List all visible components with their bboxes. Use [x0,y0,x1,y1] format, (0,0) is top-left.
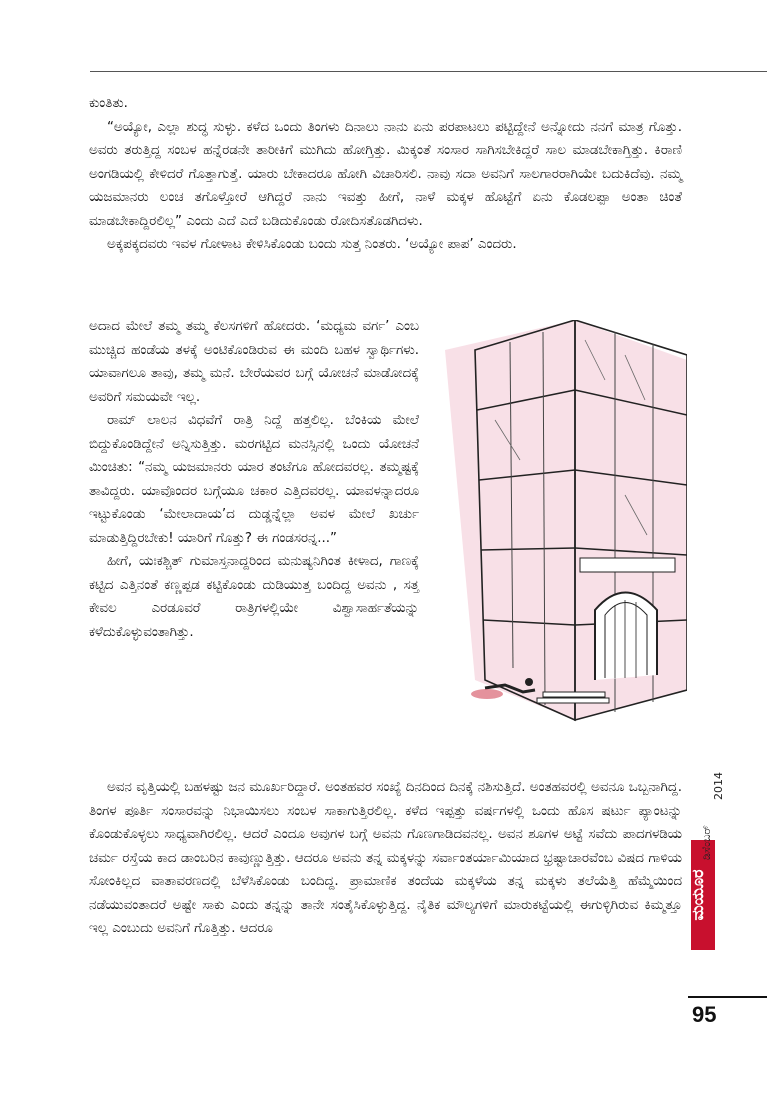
paragraph: ಅದಾದ ಮೇಲೆ ತಮ್ಮ ತಮ್ಮ ಕೆಲಸಗಳಿಗೆ ಹೋದರು. ‘ಮಧ್ಯಮ ವರ್ಗ’ ಎಂಬ ಮುಚ್ಚಿದ ಹಂಡೆಯ ತಳಕ್ಕೆ ಅಂಟಿಕೊಂಡಿರುವ ಈ ಮಂದಿ ಬಹಳ ಸ್ವಾರ್ಥಿಗಳು. ಯಾವಾಗಲೂ ತಾವು, ತಮ್ಮ ಮನೆ. ಬೇರೆಯವರ ಬಗ್ಗೆ ಯೋಚನೆ ಮಾಡೋದಕ್ಕೆ ಅವರಿಗೆ ಸಮಯವೇ ಇಲ್ಲ. [89,319,419,405]
paragraph: “ಅಯ್ಯೋ, ಎಲ್ಲಾ ಶುದ್ಧ ಸುಳ್ಳು. ಕಳೆದ ಒಂದು ತಿಂಗಳು ದಿನಾಲು ನಾನು ಏನು ಪರಪಾಟಲು ಪಟ್ಟಿದ್ದೇನೆ ಅನ್ನೋದು ನನಗೆ ಮಾತ್ರ ಗೊತ್ತು. ಅವರು ತರುತ್ತಿದ್ದ ಸಂಬಳ ಹನ್ನೆರಡನೇ ತಾರೀಕಿಗೆ ಮುಗಿದು ಹೋಗ್ತಿತ್ತು. ಮಿಕ್ಕಂತೆ ಸಂಸಾರ ಸಾಗಿಸಬೇಕಿದ್ದರೆ ಸಾಲ ಮಾಡಬೇಕಾಗ್ತಿತ್ತು. ಕಿರಾಣಿ ಅಂಗಡಿಯಲ್ಲಿ ಕೇಳಿದರೆ ಗೊತ್ತಾಗುತ್ತೆ. ಯಾರು ಬೇಕಾದರೂ ಹೋಗಿ ವಿಚಾರಿಸಲಿ. ನಾವು ಸದಾ ಅವನಿಗೆ ಸಾಲಗಾರರಾಗಿಯೇ ಬದುಕಿದೆವು. ನಮ್ಮ ಯಜಮಾನರು ಲಂಚ ತಗೊಳ್ತೋರೆ ಆಗಿದ್ದರೆ ನಾನು ಇವತ್ತು ಹೀಗೆ, ನಾಳೆ ಮಕ್ಕಳ ಹೊಟ್ಟೆಗೆ ಏನು ಕೊಡಲಪ್ಪಾ ಅಂತಾ ಚಿಂತೆ ಮಾಡಬೇಕಾದ್ದಿರಲಿಲ್ಲ” ಎಂದು ಎದೆ ಎದೆ ಬಡಿದುಕೊಂಡು ರೋದಿಸತೊಡಗಿದಳು. [89,119,682,229]
article-text-bottom [89,776,682,941]
footer-rule [688,996,767,998]
header-rule [90,71,767,72]
magazine-name: ಮಯೂರ [688,869,707,921]
paragraph: ಹೀಗೆ, ಯಃಕಶ್ಚಿತ್ ಗುಮಾಸ್ತನಾದ್ದರಿಂದ ಮನುಷ್ಯನಿಗಿಂತ ಕೀಳಾದ, ಗಾಣಕ್ಕೆ ಕಟ್ಟಿದ ಎತ್ತಿನಂತೆ ಕಣ್ಣಪ್ಪಡ ಕಟ್ಟಿಕೊಂಡು ದುಡಿಯುತ್ತ ಬಂದಿದ್ದ ಅವನು , ಸತ್ತ ಕೇವಲ ಎರಡೂವರೆ ರಾತ್ರಿಗಳಲ್ಲಿಯೇ ವಿಶ್ವಾಸಾರ್ಹತೆಯನ್ನು ಕಳೆದುಕೊಳ್ಳುವಂತಾಗಿತ್ತು. [89,554,419,640]
paragraph: ಅಕ್ಕಪಕ್ಕದವರು ಇವಳ ಗೋಳಾಟ ಕೇಳಿಸಿಕೊಂಡು ಬಂದು ಸುತ್ತ ನಿಂತರು. ‘ಅಯ್ಯೋ ಪಾಪ’ ಎಂದರು. [107,237,517,252]
magazine-logo [688,780,718,950]
page-number: 95 [692,1002,717,1027]
paragraph: ರಾಮ್ ಲಾಲನ ವಿಧವೆಗೆ ರಾತ್ರಿ ನಿದ್ದೆ ಹತ್ತಲಿಲ್ಲ. ಬೆಂಕಿಯ ಮೇಲೆ ಬಿದ್ದುಕೊಂಡಿದ್ದೇನೆ ಅನ್ನಿಸುತ್ತಿತ್ತು. ಮರಗಟ್ಟಿದ ಮನಸ್ಸಿನಲ್ಲಿ ಒಂದು ಯೋಚನೆ ಮಿಂಚಿತು: “ನಮ್ಮ ಯಜಮಾನರು ಯಾರ ತಂಟೆಗೂ ಹೋದವರಲ್ಲ. ತಮ್ಮಷ್ಟಕ್ಕೆ ತಾವಿದ್ದರು. ಯಾವೊಂದರ ಬಗ್ಗೆಯೂ ಚಕಾರ ಎತ್ತಿದವರಲ್ಲ. ಯಾವಳನ್ನಾದರೂ ಇಟ್ಟುಕೊಂಡು ‘ಮೇಲಾದಾಯ’ದ ದುಡ್ಡನ್ನೆಲ್ಲಾ ಅವಳ ಮೇಲೆ ಖರ್ಚು ಮಾಡುತ್ತಿದ್ದಿರಬೇಕು! ಯಾರಿಗೆ ಗೊತ್ತು? ಈ ಗಂಡಸರನ್ನ...” [89,413,419,546]
issue-year: 2014 [712,772,725,800]
paragraph: ಕುಂತಿತು. [89,96,128,111]
article-text-top [89,92,682,257]
building-illustration [425,320,687,760]
article-text-side [89,315,419,644]
issue-month: ಡಿಸೆಂಬರ್ [700,825,713,860]
paragraph: ಅವನ ವೃತ್ತಿಯಲ್ಲಿ ಬಹಳಷ್ಟು ಜನ ಮೂರ್ಖರಿದ್ದಾರೆ. ಅಂತಹವರ ಸಂಖ್ಯೆ ದಿನದಿಂದ ದಿನಕ್ಕೆ ನಶಿಸುತ್ತಿದೆ. ಅಂತಹವರಲ್ಲಿ ಅವನೂ ಒಬ್ಬನಾಗಿದ್ದ. ತಿಂಗಳ ಪೂರ್ತಿ ಸಂಸಾರವನ್ನು ನಿಭಾಯಿಸಲು ಸಂಬಳ ಸಾಕಾಗುತ್ತಿರಲಿಲ್ಲ. ಕಳೆದ ಇಪ್ಪತ್ತು ವರ್ಷಗಳಲ್ಲಿ ಒಂದು ಹೊಸ ಷರ್ಟು ಪ್ಯಾಂಟನ್ನು ಕೊಂಡುಕೊಳ್ಳಲು ಸಾಧ್ಯವಾಗಿರಲಿಲ್ಲ. ಆದರೆ ಎಂದೂ ಅವುಗಳ ಬಗ್ಗೆ ಅವನು ಗೊಣಗಾಡಿದವನಲ್ಲ. ಅವನ ಶೂಗಳ ಅಟ್ಟೆ ಸವೆದು ಪಾದಗಳಡಿಯ ಚರ್ಮ ರಸ್ತೆಯ ಕಾದ ಡಾಂಬರಿನ ಕಾವುಣ್ಣುತ್ತಿತ್ತು. ಆದರೂ ಅವನು ತನ್ನ ಮಕ್ಕಳನ್ನು ಸರ್ವಾಂತರ್ಯಾಮಿಯಾದ ಭ್ರಷ್ಟಾಚಾರವೆಂಬ ವಿಷದ ಗಾಳಿಯ ಸೋಂಕಿಲ್ಲದ ವಾತಾವರಣದಲ್ಲಿ ಬೆಳೆಸಿಕೊಂಡು ಬಂದಿದ್ದ. ಪ್ರಾಮಾಣಿಕ ತಂದೆಯ ಮಕ್ಕಳೆಯ ತನ್ನ ಮಕ್ಕಳು ತಲೆಯೆತ್ತಿ ಹೆಮ್ಮೆಯಿಂದ ನಡೆಯುವಂತಾದರೆ ಅಷ್ಟೇ ಸಾಕು ಎಂದು ತನ್ನನ್ನು ತಾನೇ ಸಂತೈಸಿಕೊಳ್ಳುತ್ತಿದ್ದ. ನೈತಿಕ ಮೌಲ್ಯಗಳಿಗೆ ಮಾರುಕಟ್ಟೆಯಲ್ಲಿ ಈಗುಳ್ಳಿಗಿರುವ ಕಿಮ್ಮತ್ತೂ ಇಲ್ಲ ಎಂಬುದು ಅವನಿಗೆ ಗೊತ್ತಿತ್ತು. ಆದರೂ [89,780,682,936]
